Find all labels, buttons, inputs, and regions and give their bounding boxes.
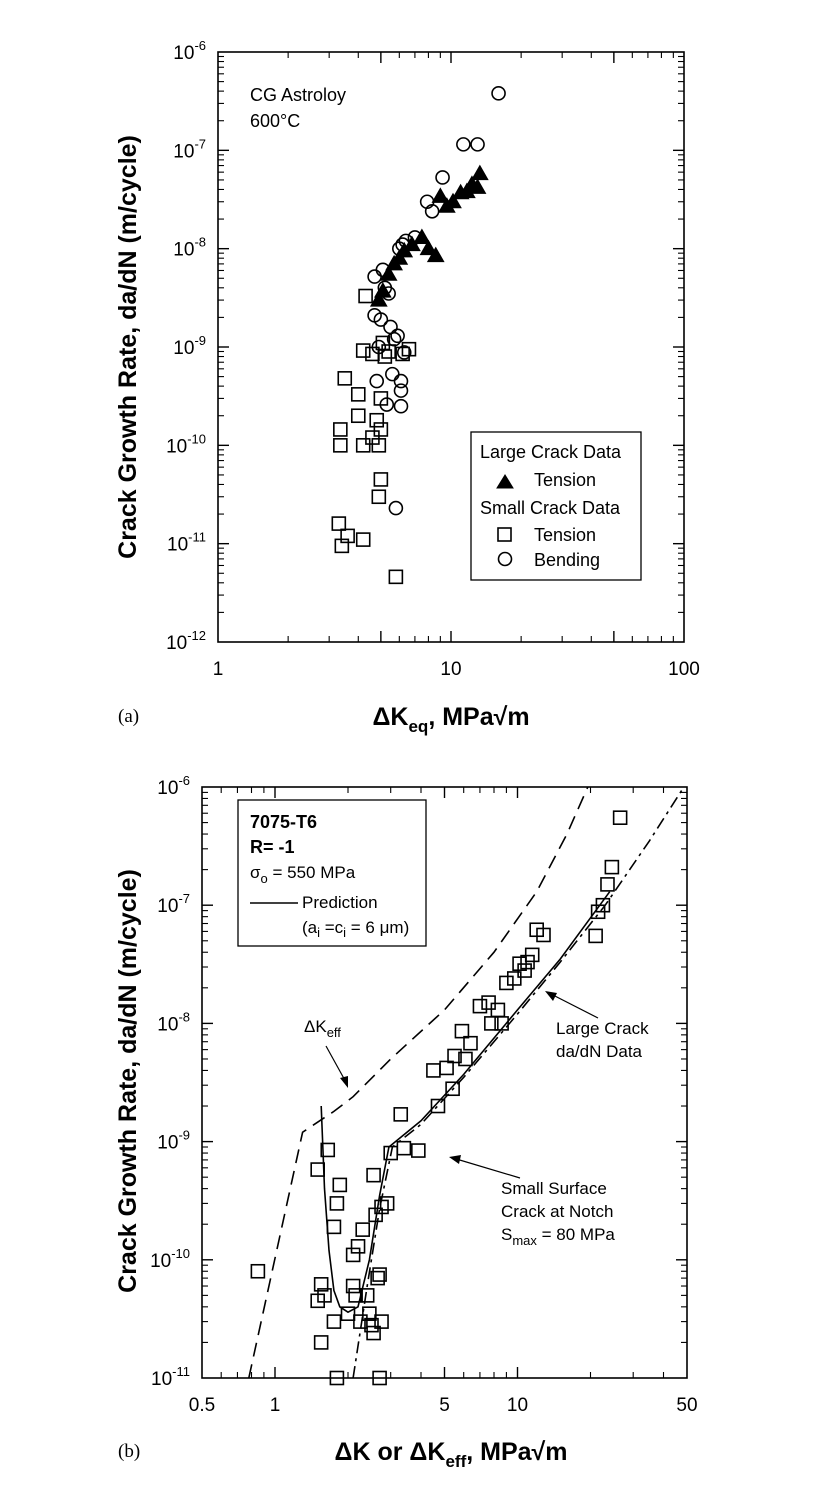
panel-a-open-square-point <box>378 350 391 363</box>
panel-b-open-square-point <box>614 811 627 824</box>
panel-b-open-square-point <box>601 878 614 891</box>
panel-b-open-square-point <box>352 1240 365 1253</box>
panel-b-open-square-point <box>315 1336 328 1349</box>
panel-b-legend-box <box>238 800 426 946</box>
panel-a-open-square-point <box>389 570 402 583</box>
annotation-small-surface-arrowhead <box>449 1155 461 1164</box>
panel-b-open-square-point <box>412 1144 425 1157</box>
panel-a-y-axis-label: Crack Growth Rate, da/dN (m/cycle) <box>114 135 142 559</box>
legend-small-crack-header: Small Crack Data <box>480 498 621 518</box>
panel-a-chart <box>114 38 700 736</box>
panel-a-open-circle-point <box>386 368 399 381</box>
panel-b-open-square-point <box>500 976 513 989</box>
panel-a-open-square-point <box>374 473 387 486</box>
legend-small-tension-label: Tension <box>534 525 597 545</box>
panel-b-y-tick-label: $10^{-7}$ <box>157 891 190 918</box>
annotation-large-crack-arrowhead <box>545 991 557 1001</box>
panel-a-open-square-point <box>359 290 372 303</box>
panel-b-open-square-point <box>427 1064 440 1077</box>
panel-a-open-circle-point <box>394 400 407 413</box>
panel-a-open-square-point <box>357 344 370 357</box>
panel-a-filled-triangle-point <box>472 166 488 180</box>
panel-b-open-square-point <box>327 1220 340 1233</box>
panel-b-y-axis-label: Crack Growth Rate, da/dN (m/cycle) <box>114 869 142 1293</box>
panel-b-open-square-point <box>589 929 602 942</box>
annotation-large-crack-line1: Large Crack <box>556 1019 649 1038</box>
panel-b-y-tick-label: $10^{-9}$ <box>157 1127 190 1154</box>
panel-a-open-circle-point <box>384 320 397 333</box>
panel-b-open-square-point <box>482 996 495 1009</box>
panel-b-open-square-point <box>394 1108 407 1121</box>
panel-a-x-tick-label: 10 <box>440 659 462 680</box>
legend-flow-stress: $\sigma_o = 550$ MPa <box>250 863 356 886</box>
panel-a-open-square-point <box>372 490 385 503</box>
panel-a-open-circle-point <box>457 138 470 151</box>
annotation-small-surface-arrow <box>453 1158 520 1178</box>
annotation-large-crack-line2: da/dN Data <box>556 1042 642 1061</box>
panel-b-x-tick-label: 0.5 <box>188 1395 216 1416</box>
panel-a-open-square-point <box>334 439 347 452</box>
panel-b-y-tick-label: $10^{-8}$ <box>157 1009 190 1036</box>
panel-b-open-square-point <box>464 1037 477 1050</box>
panel-a-y-tick-label: $10^{-12}$ <box>166 628 206 654</box>
panel-a-y-tick-label: $10^{-11}$ <box>167 529 206 556</box>
panel-b-open-square-point <box>455 1025 468 1038</box>
panel-a-open-square-point <box>338 372 351 385</box>
panel-a-y-tick-label: $10^{-6}$ <box>173 38 206 64</box>
panel-b-open-square-point <box>330 1197 343 1210</box>
panel-b-open-square-point <box>397 1142 410 1155</box>
panel-a-open-square-point <box>370 414 383 427</box>
panel-a-open-circle-point <box>389 502 402 515</box>
panel-b-open-square-point <box>473 1000 486 1013</box>
panel-a-x-axis-label: $\Delta K_{eq}$, MPa√m <box>372 703 530 736</box>
panel-a-annotation-material: CG Astroloy <box>250 85 347 105</box>
annotation-small-surface-line1: Small Surface <box>501 1179 607 1198</box>
legend-large-crack-header: Large Crack Data <box>480 442 622 462</box>
legend-initial-crack-size: ($a_i =c_i = 6$ μm) <box>302 918 410 940</box>
panel-a-open-circle-point <box>471 138 484 151</box>
panel-b-x-tick-label: 5 <box>439 1395 450 1416</box>
panel-a-legend <box>471 432 641 580</box>
panel-a-x-tick-label: 1 <box>212 659 224 680</box>
annotation-large-crack-arrow <box>549 993 598 1018</box>
legend-stress-ratio: R= -1 <box>250 837 295 857</box>
panel-b-open-square-point <box>605 861 618 874</box>
panel-a-open-circle-point <box>391 329 404 342</box>
panel-a-open-circle-point <box>394 384 407 397</box>
panel-b-x-axis-label: ΔK or $\Delta K_{eff}$, MPa√m <box>334 1438 568 1471</box>
panel-a-open-circle-point <box>370 375 383 388</box>
panel-a-open-square-point <box>334 423 347 436</box>
panel-a-open-circle-point <box>492 87 505 100</box>
panel-a-y-tick-label: $10^{-7}$ <box>173 136 206 163</box>
legend-large-tension-label: Tension <box>534 470 597 490</box>
panel-a-x-tick-label: 100 <box>668 659 700 680</box>
legend-prediction-label: Prediction <box>302 893 378 912</box>
panel-b-open-square-point <box>356 1223 369 1236</box>
panel-b-open-square-point <box>311 1163 324 1176</box>
panel-a-open-square-point <box>352 409 365 422</box>
panel-b-x-tick-label: 50 <box>676 1395 698 1416</box>
panel-a-y-tick-label: $10^{-9}$ <box>173 333 206 359</box>
panel-b-y-tick-label: $10^{-6}$ <box>157 773 190 799</box>
panel-b-open-square-point <box>333 1178 346 1191</box>
panel-a-y-tick-label: $10^{-10}$ <box>166 431 206 458</box>
panel-b-open-square-point <box>347 1248 360 1261</box>
panel-b-label: (b) <box>118 1441 141 1462</box>
panel-a-annotation-temperature: 600°C <box>250 111 301 131</box>
panel-b-open-square-point <box>251 1265 264 1278</box>
panel-b-open-square-point <box>440 1061 453 1074</box>
legend-bending-label: Bending <box>534 550 601 570</box>
panel-a-open-square-point <box>352 388 365 401</box>
panel-a-open-circle-point <box>436 171 449 184</box>
panel-a-open-square-point <box>332 517 345 530</box>
panel-a-open-square-point <box>357 533 370 546</box>
panel-a-y-tick-label: $10^{-8}$ <box>173 234 206 261</box>
legend-material: 7075-T6 <box>250 812 318 832</box>
panel-b-open-square-point <box>491 1003 504 1016</box>
annotation-delta-k-eff: $\Delta K_{eff}$ <box>304 1017 341 1040</box>
annotation-small-surface-line3: $S_{max} = 80$ MPa <box>501 1225 615 1248</box>
panel-b-x-tick-label: 10 <box>506 1395 529 1416</box>
annotation-delta-k-eff-arrowhead <box>340 1076 348 1088</box>
panel-a-open-square-point <box>374 423 387 436</box>
panel-a-open-circle-point <box>368 270 381 283</box>
panel-b-x-tick-label: 1 <box>269 1395 281 1416</box>
panel-b-open-square-point <box>367 1169 380 1182</box>
panel-b-y-tick-label: $10^{-10}$ <box>150 1245 190 1272</box>
panel-b-y-tick-label: $10^{-11}$ <box>151 1364 190 1390</box>
panel-a-open-square-point <box>357 439 370 452</box>
annotation-small-surface-line2: Crack at Notch <box>501 1202 614 1221</box>
panel-a-label: (a) <box>118 706 140 727</box>
panel-b-chart <box>114 773 698 1471</box>
panel-b-open-square-point <box>327 1315 340 1328</box>
